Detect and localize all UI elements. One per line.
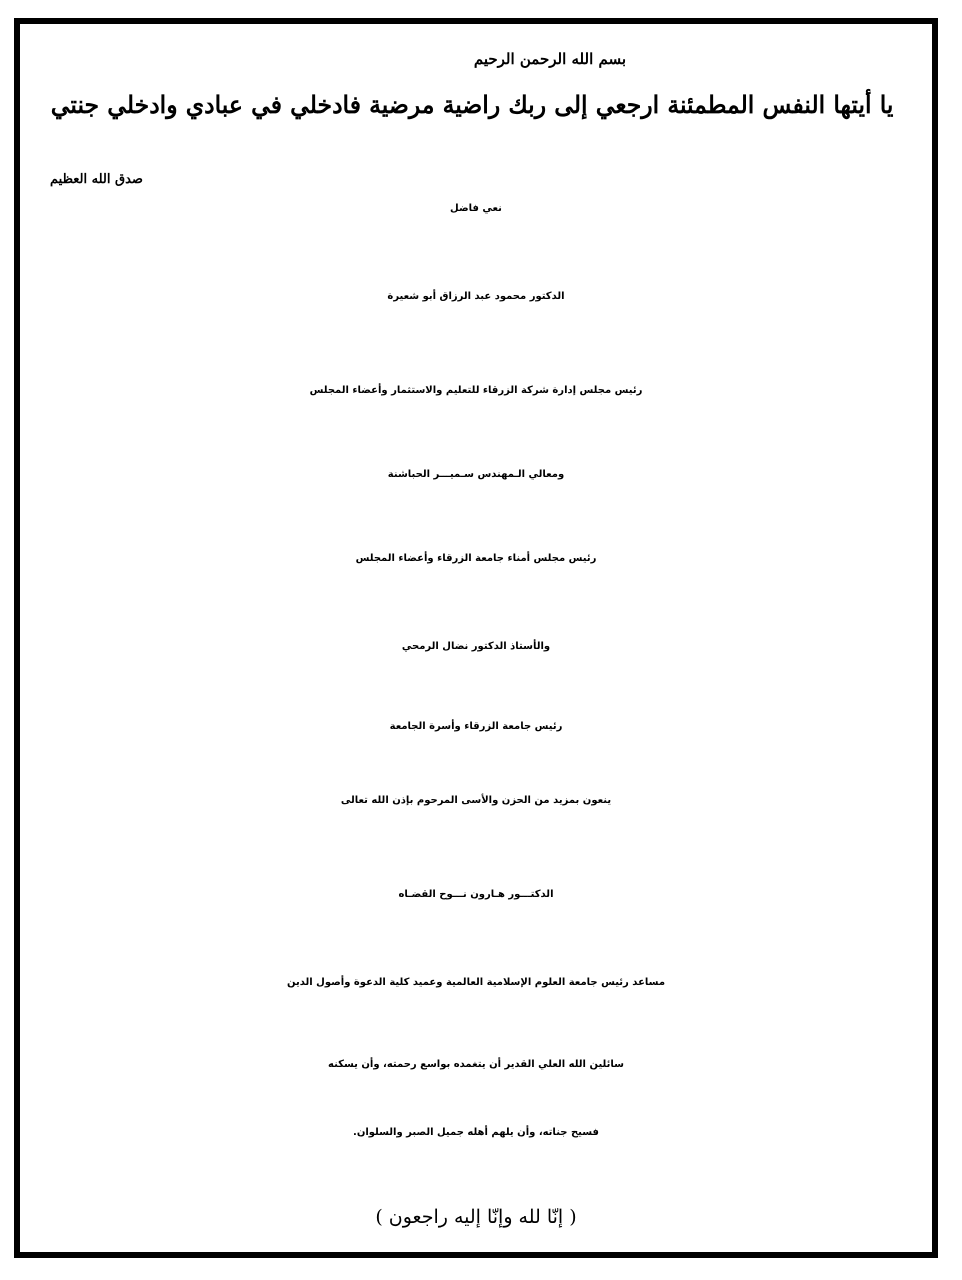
prayer-line-2: فسيح جناته، وأن يلهم أهله جميل الصبر والسلوان. [353, 1127, 599, 1138]
closing-verse: ( إنّا لله وإنّا إليه راجعون ) [375, 1206, 577, 1228]
mourner-name-2: ومعالي الـمهندس سـميـــر الحباشنة [387, 469, 565, 480]
deceased-name: الدكتـــور هـارون نـــوح القضـاه [398, 889, 554, 900]
quran-verse: يا أيتها النفس المطمئنة ارجعي إلى ربك راضية مرضية فادخلي في عبادي وادخلي جنتي [50, 90, 894, 119]
verse-closing: صدق الله العظيم [50, 172, 143, 187]
basmala: بسم الله الرحمن الرحيم [473, 50, 626, 68]
deceased-title: مساعد رئيس جامعة العلوم الإسلامية العالمية وعميد كلية الدعوة وأصول الدين [286, 977, 666, 988]
mourner-name-3: والأستاذ الدكتور نضال الرمحي [401, 641, 551, 652]
prayer-line-1: سائلين الله العلي القدير أن يتغمده بواسع رحمته، وأن يسكنه [328, 1059, 624, 1070]
mourner-role-3: رئيس جامعة الزرقاء وأسرة الجامعة [389, 721, 563, 732]
notice-heading: نعي فاضل [450, 203, 502, 214]
announcement: ينعون بمزيد من الحزن والأسى المرحوم بإذن الله تعالى [340, 795, 612, 806]
mourner-role-1: رئيس مجلس إدارة شركة الزرقاء للتعليم والاستثمار وأعضاء المجلس [309, 385, 643, 396]
mourner-name-1: الدكتور محمود عبد الرزاق أبو شعيرة [387, 291, 565, 302]
obituary-frame [14, 18, 938, 1258]
mourner-role-2: رئيس مجلس أمناء جامعة الزرقاء وأعضاء المجلس [355, 553, 597, 564]
